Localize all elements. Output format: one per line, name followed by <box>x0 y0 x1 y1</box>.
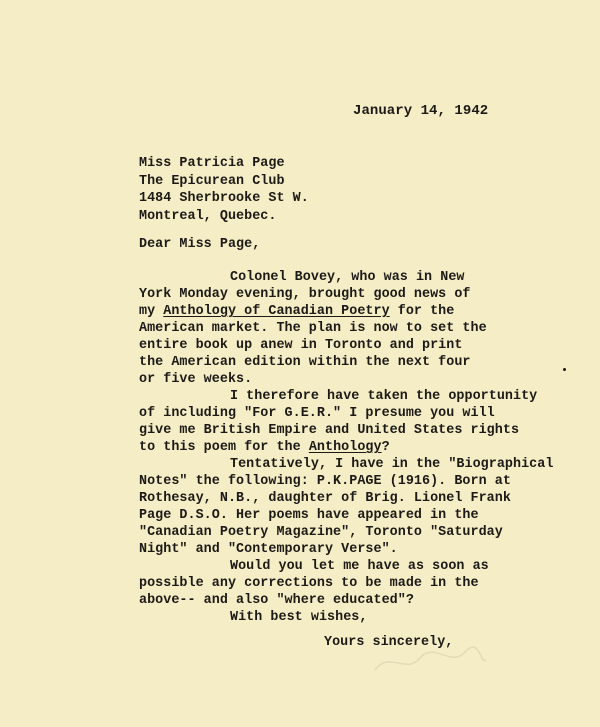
body-line: Colonel Bovey, who was in New <box>230 270 465 285</box>
body-line <box>139 441 390 455</box>
recipient-address-line-3: 1484 Sherbrooke St W. <box>139 191 309 206</box>
faint-signature-mark <box>370 640 490 680</box>
body-line: Page D.S.O. Her poems have appeared in the <box>139 508 479 523</box>
recipient-address-line-4: Montreal, Quebec. <box>139 209 277 224</box>
body-line: With best wishes, <box>230 610 368 625</box>
body-line: possible any corrections to be made in the <box>139 576 479 591</box>
body-line: Rothesay, N.B., daughter of Brig. Lionel Frank <box>139 491 511 506</box>
complimentary-closing: Yours sincerely, <box>324 635 454 650</box>
body-line: Notes" the following: P.K.PAGE (1916). Born at <box>139 474 511 489</box>
recipient-address-line-2: The Epicurean Club <box>139 174 285 189</box>
body-line: give me British Empire and United States rights <box>139 423 520 438</box>
body-text: for the <box>389 304 455 319</box>
book-title-underlined: Anthology <box>308 440 382 455</box>
body-line: the American edition within the next four <box>139 355 471 370</box>
body-text: my <box>139 304 164 319</box>
body-text: to this poem for the <box>139 440 309 455</box>
body-line: of including "For G.E.R." I presume you will <box>139 406 495 421</box>
body-line: or five weeks. <box>139 372 253 387</box>
body-line: I therefore have taken the opportunity <box>230 389 538 404</box>
letter-date: January 14, 1942 <box>353 103 489 119</box>
body-line: Would you let me have as soon as <box>230 559 489 574</box>
body-line: Tentatively, I have in the "Biographical <box>230 457 554 472</box>
book-title-underlined: Anthology of Canadian Poetry <box>163 304 390 319</box>
body-line: York Monday evening, brought good news of <box>139 287 471 302</box>
salutation: Dear Miss Page, <box>139 237 261 252</box>
body-line: entire book up anew in Toronto and print <box>139 338 463 353</box>
body-line: Night" and "Contemporary Verse". <box>139 542 398 557</box>
body-line: American market. The plan is now to set the <box>139 321 487 336</box>
body-text: ? <box>381 440 390 455</box>
recipient-name: Miss Patricia Page <box>139 156 285 171</box>
body-line: above-- and also "where educated"? <box>139 593 414 608</box>
stray-ink-mark <box>563 368 566 371</box>
body-line <box>139 305 454 319</box>
body-line: "Canadian Poetry Magazine", Toronto "Saturday <box>139 525 503 540</box>
